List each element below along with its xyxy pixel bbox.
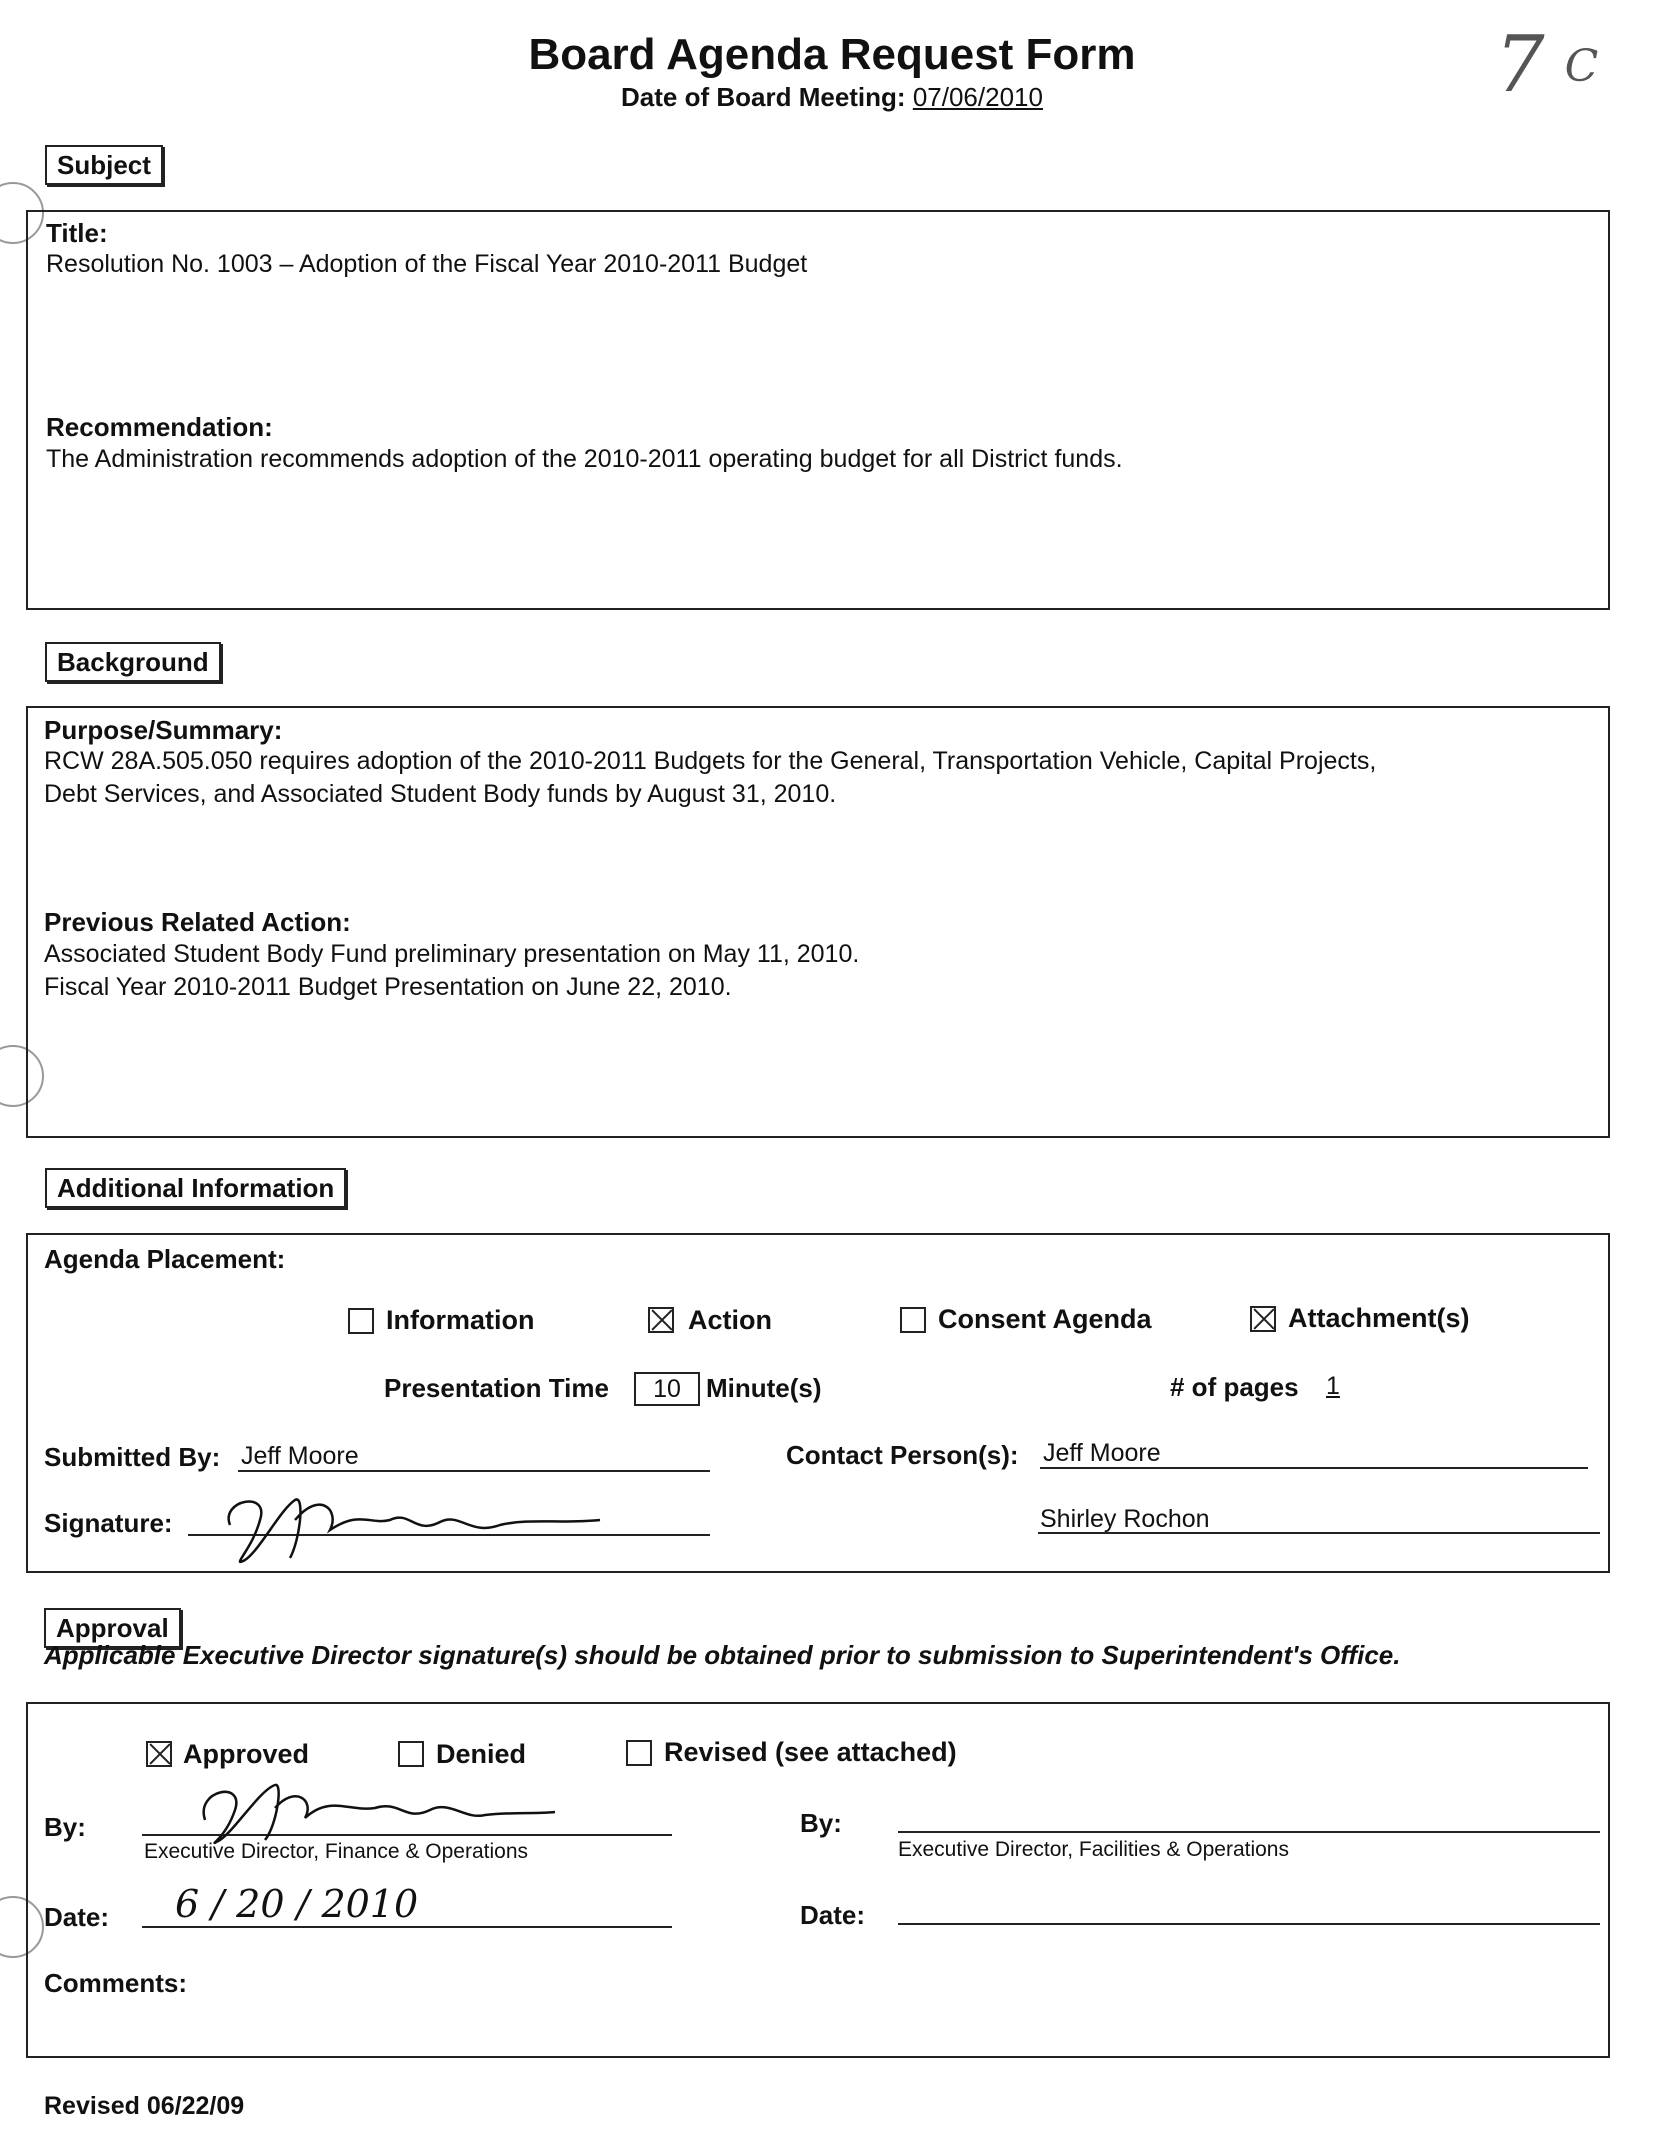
agenda-item-suffix: C [1564,41,1599,92]
consent-agenda-checkbox[interactable] [900,1307,926,1333]
minutes-label: Minute(s) [706,1373,822,1403]
submitted-by-value: Jeff Moore [241,1442,359,1470]
title-text: Resolution No. 1003 – Adoption of the Fiscal Year 2010-2011 Budget [46,250,808,278]
pages-value: 1 [1326,1372,1340,1400]
recommendation-label: Recommendation: [46,412,273,442]
approval-left-title: Executive Director, Finance & Operations [144,1840,529,1863]
presentation-time-label: Presentation Time [384,1373,609,1403]
meeting-date-value: 07/06/2010 [912,82,1043,112]
signature-label: Signature: [44,1508,173,1538]
agenda-item-mark [1495,20,1598,110]
approval-date-left-value: 6 / 20 / 2010 [175,1882,419,1926]
agenda-placement-label: Agenda Placement: [44,1244,286,1274]
approval-note: Applicable Executive Director signature(s) should be obtained prior to submission to Superintendent's Office. [44,1640,1401,1670]
attachments-checkbox[interactable] [1250,1306,1276,1332]
previous-action-line1: Associated Student Body Fund preliminary presentation on May 11, 2010. [44,940,860,968]
information-checkbox-label: Information [386,1305,535,1335]
background-tab: Background [45,642,221,682]
presentation-time-field[interactable]: 10 [634,1372,700,1406]
approval-right-title: Executive Director, Facilities & Operations [898,1838,1289,1861]
previous-action-line2: Fiscal Year 2010-2011 Budget Presentation on June 22, 2010. [44,973,732,1001]
approval-date-right-label: Date: [800,1900,866,1930]
revised-date: Revised 06/22/09 [44,2092,245,2120]
form-title: Board Agenda Request Form [528,30,1136,79]
purpose-text-line2: Debt Services, and Associated Student Body funds by August 31, 2010. [44,780,837,808]
action-checkbox-label: Action [688,1305,772,1335]
approval-date-left-line [142,1926,672,1928]
agenda-item-number: 7 [1495,20,1545,110]
previous-action-label: Previous Related Action: [44,907,351,937]
purpose-text-line1: RCW 28A.505.050 requires adoption of the 2010-2011 Budgets for the General, Transportation Vehicle, Capital Projects, [44,747,1377,775]
action-checkbox[interactable] [648,1307,674,1333]
meeting-date-label: Date of Board Meeting: [621,82,906,112]
revised-checkbox-label: Revised (see attached) [664,1737,957,1767]
approved-checkbox-label: Approved [183,1739,310,1769]
approved-checkbox[interactable] [146,1741,172,1767]
information-checkbox[interactable] [348,1308,374,1334]
contact-person-value1: Jeff Moore [1043,1439,1161,1467]
pages-label: # of pages [1170,1372,1299,1402]
submitted-by-label: Submitted By: [44,1442,221,1472]
purpose-label: Purpose/Summary: [44,715,283,745]
approval-date-left-label: Date: [44,1902,110,1932]
approval-date-right-line [898,1923,1600,1925]
additional-info-tab: Additional Information [45,1168,346,1208]
contact-person-value2: Shirley Rochon [1040,1505,1210,1533]
recommendation-text: The Administration recommends adoption of the 2010-2011 operating budget for all District funds. [46,445,1123,473]
denied-checkbox-label: Denied [436,1739,527,1769]
approval-by-right-line [898,1831,1600,1833]
denied-checkbox[interactable] [398,1741,424,1767]
submitter-signature [200,1480,620,1570]
attachments-checkbox-label: Attachment(s) [1288,1303,1470,1333]
title-label: Title: [46,218,108,248]
contact-person-label: Contact Person(s): [786,1440,1019,1470]
subject-tab: Subject [45,145,163,185]
consent-agenda-checkbox-label: Consent Agenda [938,1304,1152,1334]
approval-tab: Approval [44,1608,181,1648]
comments-label: Comments: [44,1968,188,1998]
approval-by-right-label: By: [800,1808,842,1838]
approval-by-left-label: By: [44,1812,86,1842]
meeting-date-line [0,82,1664,113]
revised-checkbox[interactable] [626,1740,652,1766]
approver-signature [165,1770,565,1850]
